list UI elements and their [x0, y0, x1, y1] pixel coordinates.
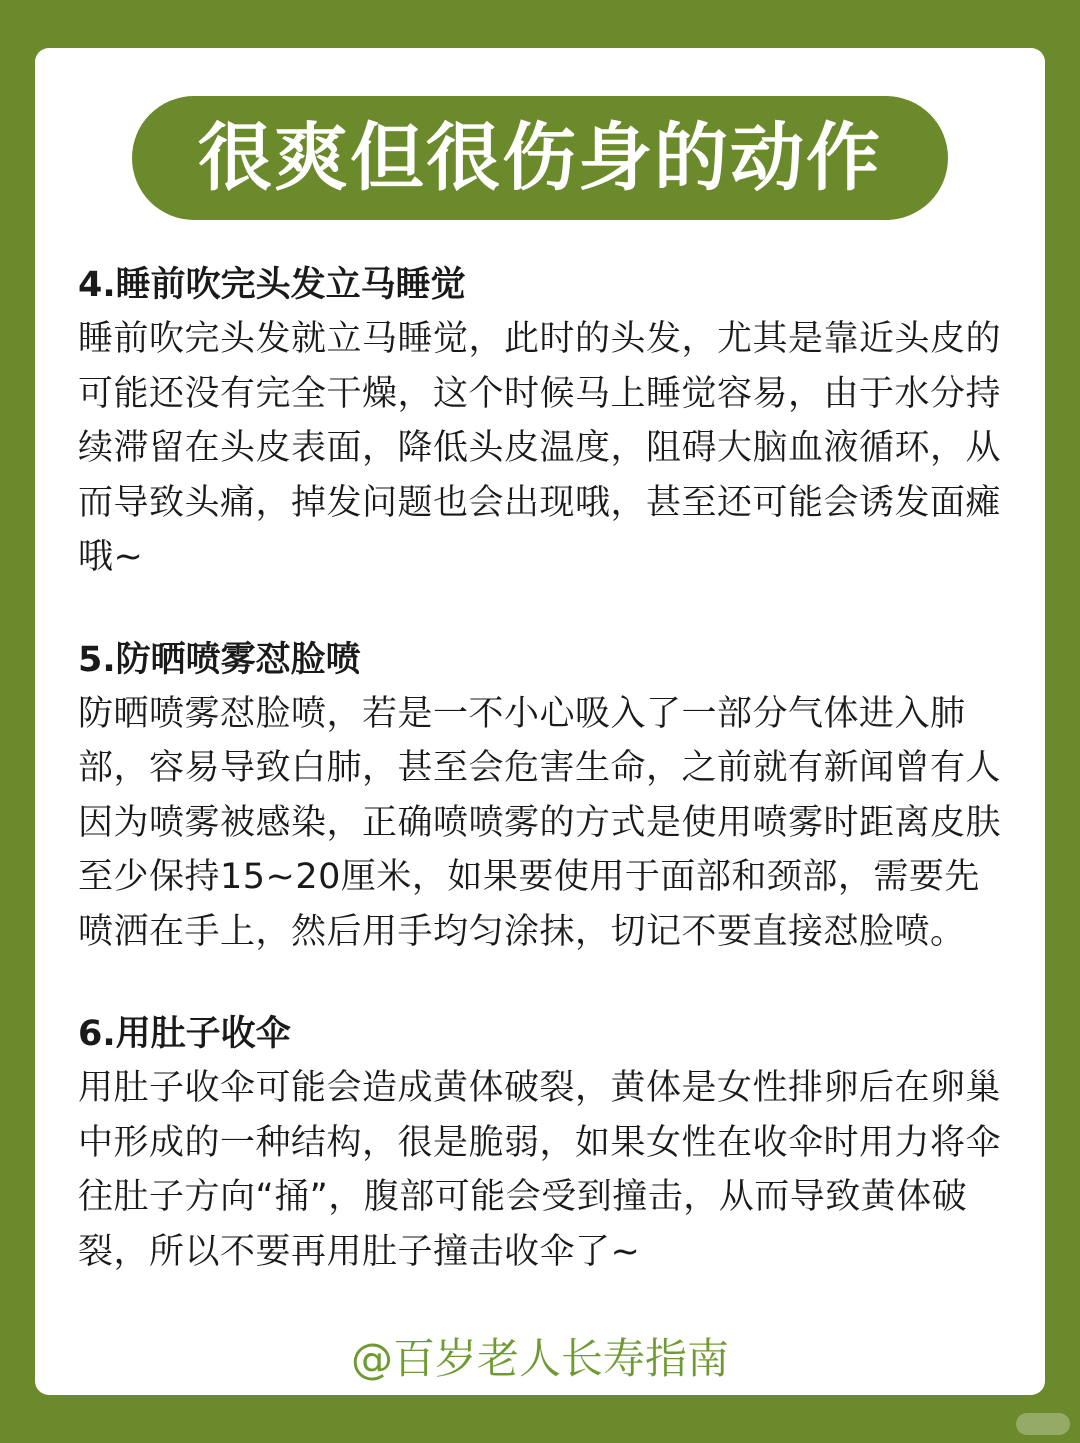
section-title: 5.防晒喷雾怼脸喷	[78, 639, 361, 680]
section-4	[78, 258, 1008, 585]
section-body: 睡前吹完头发就立马睡觉，此时的头发，尤其是靠近头皮的可能还没有完全干燥，这个时候马上睡觉容易，由于水分持续滞留在头皮表面，降低头皮温度，阻碍大脑血液循环，从而导致头痛，掉发问题也会出现哦，甚至还可能会诱发面瘫哦~	[78, 319, 1002, 577]
title-banner	[132, 96, 948, 220]
page-title: 很爽但很伤身的动作	[198, 115, 882, 201]
section-6	[78, 1007, 1008, 1279]
section-title: 6.用肚子收伞	[78, 1014, 291, 1054]
section-body: 用肚子收伞可能会造成黄体破裂，黄体是女性排卵后在卵巢中形成的一种结构，很是脆弱，如果女性在收伞时用力将伞往肚子方向“捅”，腹部可能会受到撞击，从而导致黄体破裂，所以不要再用肚子撞击收伞了~	[78, 1068, 1002, 1272]
section-body: 防晒喷雾怼脸喷，若是一不小心吸入了一部分气体进入肺部，容易导致白肺，甚至会危害生命，之前就有新闻曾有人因为喷雾被感染，正确喷喷雾的方式是使用喷雾时距离皮肤至少保持15~20厘米，如果要使用于面部和颈部，需要先喷洒在手上，然后用手均匀涂抹，切记不要直接怼脸喷。	[78, 693, 1002, 952]
article-content	[78, 258, 1008, 1327]
platform-badge-icon	[1016, 1413, 1070, 1435]
section-title: 4.睡前吹完头发立马睡觉	[78, 265, 466, 305]
section-5	[78, 633, 1008, 960]
author-watermark: @百岁老人长寿指南	[350, 1334, 729, 1383]
content-card	[35, 48, 1045, 1395]
